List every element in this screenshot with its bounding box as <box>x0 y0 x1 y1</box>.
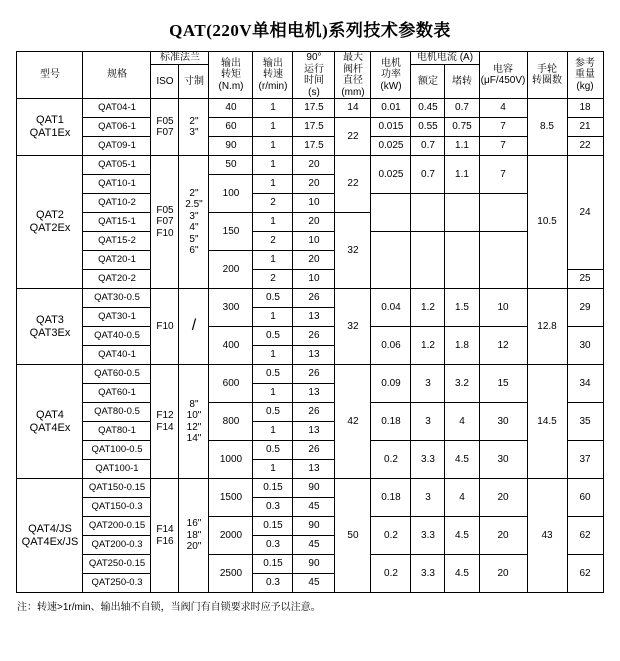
spec-cell: QAT15-2 <box>83 232 151 251</box>
spec-cell: QAT200-0.3 <box>83 536 151 555</box>
torque-cell: 1500 <box>209 479 253 517</box>
weight-cell: 22 <box>567 137 603 156</box>
current-rated-cell: 1.2 <box>411 289 445 327</box>
header-flange-inch: 寸制 <box>179 64 209 99</box>
runtime-cell: 26 <box>293 365 335 384</box>
current-locked-cell: 4.5 <box>445 441 479 479</box>
weight-cell: 35 <box>567 403 603 441</box>
current-rated-cell: 3 <box>411 479 445 517</box>
header-model: 型号 <box>17 52 83 99</box>
speed-cell: 2 <box>253 232 293 251</box>
header-current-rated: 额定 <box>411 64 445 99</box>
spec-cell: QAT15-1 <box>83 213 151 232</box>
header-handwheel-turns: 手轮 转圈数 <box>527 52 567 99</box>
torque-cell: 800 <box>209 403 253 441</box>
capacitor-cell: 30 <box>479 441 527 479</box>
current-rated-cell: 0.55 <box>411 118 445 137</box>
motor-power-cell: 0.18 <box>371 403 411 441</box>
runtime-cell: 13 <box>293 384 335 403</box>
current-rated-cell: 3.3 <box>411 517 445 555</box>
runtime-cell: 90 <box>293 555 335 574</box>
table-row <box>17 232 603 251</box>
speed-cell: 0.5 <box>253 365 293 384</box>
weight-cell: 21 <box>567 118 603 137</box>
flange-iso-cell: F12 F14 <box>151 365 179 479</box>
current-rated-cell: 3 <box>411 403 445 441</box>
capacitor-cell: 7 <box>479 118 527 137</box>
runtime-cell: 17.5 <box>293 137 335 156</box>
stem-diameter-cell: 32 <box>335 289 371 365</box>
current-rated-cell: 0.45 <box>411 99 445 118</box>
spec-cell: QAT80-1 <box>83 422 151 441</box>
runtime-cell: 90 <box>293 517 335 536</box>
flange-iso-cell: F05 F07 F10 <box>151 156 179 289</box>
runtime-cell: 10 <box>293 232 335 251</box>
model-cell: QAT3 QAT3Ex <box>17 289 83 365</box>
header-stem-diameter: 最大 阀杆 直径 (mm) <box>335 52 371 99</box>
handwheel-turns-cell: 43 <box>527 479 567 593</box>
table-row <box>17 479 603 498</box>
handwheel-turns-cell: 14.5 <box>527 365 567 479</box>
table-row <box>17 365 603 384</box>
runtime-cell: 13 <box>293 422 335 441</box>
flange-iso-cell: F14 F16 <box>151 479 179 593</box>
weight-cell: 34 <box>567 365 603 403</box>
motor-power-cell: 0.01 <box>371 99 411 118</box>
current-locked-cell: 0.7 <box>445 99 479 118</box>
torque-cell: 100 <box>209 175 253 213</box>
torque-cell: 300 <box>209 289 253 327</box>
torque-cell: 200 <box>209 251 253 289</box>
runtime-cell: 13 <box>293 308 335 327</box>
speed-cell: 0.15 <box>253 479 293 498</box>
current-rated-cell: 0.7 <box>411 156 445 194</box>
handwheel-turns-cell: 8.5 <box>527 99 567 156</box>
header-torque: 输出 转矩 (N.m) <box>209 52 253 99</box>
speed-cell: 0.5 <box>253 289 293 308</box>
current-locked-cell: 3.2 <box>445 365 479 403</box>
speed-cell: 2 <box>253 194 293 213</box>
current-locked-cell <box>445 232 479 289</box>
spec-cell: QAT30-1 <box>83 308 151 327</box>
speed-cell: 0.15 <box>253 555 293 574</box>
spec-cell: QAT30-0.5 <box>83 289 151 308</box>
stem-diameter-cell: 42 <box>335 365 371 479</box>
current-locked-cell: 4 <box>445 479 479 517</box>
runtime-cell: 26 <box>293 441 335 460</box>
header-current-locked: 堵转 <box>445 64 479 99</box>
speed-cell: 0.3 <box>253 498 293 517</box>
speed-cell: 1 <box>253 308 293 327</box>
spec-cell: QAT20-1 <box>83 251 151 270</box>
torque-cell: 150 <box>209 213 253 251</box>
speed-cell: 0.3 <box>253 574 293 593</box>
spec-cell: QAT150-0.3 <box>83 498 151 517</box>
capacitor-cell: 30 <box>479 403 527 441</box>
current-rated-cell: 1.2 <box>411 327 445 365</box>
current-locked-cell: 4.5 <box>445 555 479 593</box>
spec-cell: QAT250-0.3 <box>83 574 151 593</box>
header-capacitor: 电容 (μF/450V) <box>479 52 527 99</box>
speed-cell: 1 <box>253 99 293 118</box>
stem-diameter-cell: 50 <box>335 479 371 593</box>
current-locked-cell <box>445 194 479 232</box>
current-rated-cell: 3.3 <box>411 441 445 479</box>
current-locked-cell: 4 <box>445 403 479 441</box>
speed-cell: 0.5 <box>253 327 293 346</box>
table-row <box>17 555 603 574</box>
model-cell: QAT1 QAT1Ex <box>17 99 83 156</box>
model-cell: QAT4 QAT4Ex <box>17 365 83 479</box>
motor-power-cell: 0.025 <box>371 137 411 156</box>
stem-diameter-cell: 32 <box>335 213 371 289</box>
current-locked-cell: 1.1 <box>445 156 479 194</box>
motor-power-cell: 0.09 <box>371 365 411 403</box>
weight-cell: 30 <box>567 327 603 365</box>
table-row <box>17 194 603 213</box>
table-row <box>17 327 603 346</box>
weight-cell: 60 <box>567 479 603 517</box>
spec-cell: QAT250-0.15 <box>83 555 151 574</box>
speed-cell: 1 <box>253 384 293 403</box>
current-locked-cell: 4.5 <box>445 517 479 555</box>
runtime-cell: 13 <box>293 460 335 479</box>
runtime-cell: 45 <box>293 536 335 555</box>
motor-power-cell: 0.18 <box>371 479 411 517</box>
stem-diameter-cell: 14 <box>335 99 371 118</box>
runtime-cell: 45 <box>293 498 335 517</box>
spec-cell: QAT40-1 <box>83 346 151 365</box>
header-weight: 参考 重量 (kg) <box>567 52 603 99</box>
weight-cell: 18 <box>567 99 603 118</box>
spec-cell: QAT60-0.5 <box>83 365 151 384</box>
header-motor-power: 电机 功率 (kW) <box>371 52 411 99</box>
weight-cell: 25 <box>567 270 603 289</box>
torque-cell: 2000 <box>209 517 253 555</box>
runtime-cell: 17.5 <box>293 99 335 118</box>
runtime-cell: 20 <box>293 213 335 232</box>
speed-cell: 1 <box>253 251 293 270</box>
current-locked-cell: 1.8 <box>445 327 479 365</box>
header-flange-iso: ISO <box>151 64 179 99</box>
capacitor-cell <box>479 232 527 289</box>
flange-iso-cell: F05 F07 <box>151 99 179 156</box>
header-runtime: 90° 运行 时间 (s) <box>293 52 335 99</box>
torque-cell: 60 <box>209 118 253 137</box>
torque-cell: 90 <box>209 137 253 156</box>
motor-power-cell <box>371 232 411 289</box>
spec-cell: QAT20-2 <box>83 270 151 289</box>
runtime-cell: 17.5 <box>293 118 335 137</box>
speed-cell: 0.5 <box>253 403 293 422</box>
capacitor-cell: 15 <box>479 365 527 403</box>
capacitor-cell <box>479 194 527 232</box>
table-row <box>17 517 603 536</box>
runtime-cell: 20 <box>293 175 335 194</box>
spec-cell: QAT100-0.5 <box>83 441 151 460</box>
runtime-cell: 90 <box>293 479 335 498</box>
page-title: QAT(220V单相电机)系列技术参数表 <box>169 21 451 40</box>
flange-inch-cell: / <box>179 289 209 365</box>
runtime-cell: 20 <box>293 251 335 270</box>
capacitor-cell: 20 <box>479 479 527 517</box>
current-rated-cell: 3 <box>411 365 445 403</box>
flange-inch-cell: 8" 10" 12" 14" <box>179 365 209 479</box>
spec-cell: QAT40-0.5 <box>83 327 151 346</box>
runtime-cell: 10 <box>293 270 335 289</box>
motor-power-cell: 0.2 <box>371 441 411 479</box>
capacitor-cell: 7 <box>479 137 527 156</box>
table-row <box>17 118 603 137</box>
capacitor-cell: 12 <box>479 327 527 365</box>
weight-cell: 62 <box>567 555 603 593</box>
table-row <box>17 403 603 422</box>
table-header <box>17 52 603 99</box>
header-spec: 规格 <box>83 52 151 99</box>
capacitor-cell: 20 <box>479 555 527 593</box>
speed-cell: 1 <box>253 213 293 232</box>
speed-cell: 0.5 <box>253 441 293 460</box>
spec-cell: QAT04-1 <box>83 99 151 118</box>
motor-power-cell: 0.2 <box>371 517 411 555</box>
weight-cell: 29 <box>567 289 603 327</box>
header-motor-current: 电机电流 (A) <box>411 52 479 65</box>
motor-power-cell: 0.2 <box>371 555 411 593</box>
stem-diameter-cell: 22 <box>335 156 371 213</box>
motor-power-cell: 0.04 <box>371 289 411 327</box>
footnote: 注：转速>1r/min、输出轴不自锁，当阀门有自锁要求时应予以注意。 <box>17 602 321 613</box>
stem-diameter-cell: 22 <box>335 118 371 156</box>
current-locked-cell: 1.5 <box>445 289 479 327</box>
runtime-cell: 26 <box>293 289 335 308</box>
torque-cell: 2500 <box>209 555 253 593</box>
capacitor-cell: 4 <box>479 99 527 118</box>
weight-cell: 37 <box>567 441 603 479</box>
capacitor-cell: 10 <box>479 289 527 327</box>
flange-inch-cell: 2" 2.5" 3" 4" 5" 6" <box>179 156 209 289</box>
current-rated-cell <box>411 194 445 232</box>
runtime-cell: 26 <box>293 403 335 422</box>
speed-cell: 1 <box>253 422 293 441</box>
torque-cell: 50 <box>209 156 253 175</box>
model-cell: QAT2 QAT2Ex <box>17 156 83 289</box>
current-rated-cell <box>411 232 445 289</box>
runtime-cell: 45 <box>293 574 335 593</box>
runtime-cell: 20 <box>293 156 335 175</box>
flange-inch-cell: 16" 18" 20" <box>179 479 209 593</box>
torque-cell: 400 <box>209 327 253 365</box>
table-row <box>17 137 603 156</box>
handwheel-turns-cell: 10.5 <box>527 156 567 289</box>
header-flange: 标准法兰 <box>151 52 209 65</box>
capacitor-cell: 20 <box>479 517 527 555</box>
capacitor-cell: 7 <box>479 156 527 194</box>
table-row <box>17 441 603 460</box>
weight-cell: 24 <box>567 156 603 270</box>
runtime-cell: 26 <box>293 327 335 346</box>
spec-cell: QAT200-0.15 <box>83 517 151 536</box>
current-locked-cell: 1.1 <box>445 137 479 156</box>
motor-power-cell <box>371 194 411 232</box>
spec-cell: QAT60-1 <box>83 384 151 403</box>
flange-iso-cell: F10 <box>151 289 179 365</box>
table-row <box>17 156 603 175</box>
spec-cell: QAT80-0.5 <box>83 403 151 422</box>
model-cell: QAT4/JS QAT4Ex/JS <box>17 479 83 593</box>
spec-table <box>16 51 603 593</box>
spec-cell: QAT10-1 <box>83 175 151 194</box>
flange-inch-cell: 2" 3" <box>179 99 209 156</box>
spec-cell: QAT150-0.15 <box>83 479 151 498</box>
table-row <box>17 99 603 118</box>
weight-cell: 62 <box>567 517 603 555</box>
torque-cell: 1000 <box>209 441 253 479</box>
speed-cell: 2 <box>253 270 293 289</box>
motor-power-cell: 0.025 <box>371 156 411 194</box>
current-rated-cell: 3.3 <box>411 555 445 593</box>
speed-cell: 0.15 <box>253 517 293 536</box>
handwheel-turns-cell: 12.8 <box>527 289 567 365</box>
speed-cell: 1 <box>253 346 293 365</box>
current-locked-cell: 0.75 <box>445 118 479 137</box>
speed-cell: 1 <box>253 137 293 156</box>
speed-cell: 1 <box>253 118 293 137</box>
speed-cell: 1 <box>253 460 293 479</box>
runtime-cell: 10 <box>293 194 335 213</box>
spec-cell: QAT05-1 <box>83 156 151 175</box>
torque-cell: 600 <box>209 365 253 403</box>
spec-cell: QAT06-1 <box>83 118 151 137</box>
header-speed: 输出 转速 (r/min) <box>253 52 293 99</box>
speed-cell: 1 <box>253 175 293 194</box>
torque-cell: 40 <box>209 99 253 118</box>
current-rated-cell: 0.7 <box>411 137 445 156</box>
motor-power-cell: 0.015 <box>371 118 411 137</box>
runtime-cell: 13 <box>293 346 335 365</box>
spec-cell: QAT09-1 <box>83 137 151 156</box>
spec-cell: QAT100-1 <box>83 460 151 479</box>
spec-cell: QAT10-2 <box>83 194 151 213</box>
motor-power-cell: 0.06 <box>371 327 411 365</box>
speed-cell: 1 <box>253 156 293 175</box>
table-body <box>17 99 603 593</box>
speed-cell: 0.3 <box>253 536 293 555</box>
table-row <box>17 289 603 308</box>
